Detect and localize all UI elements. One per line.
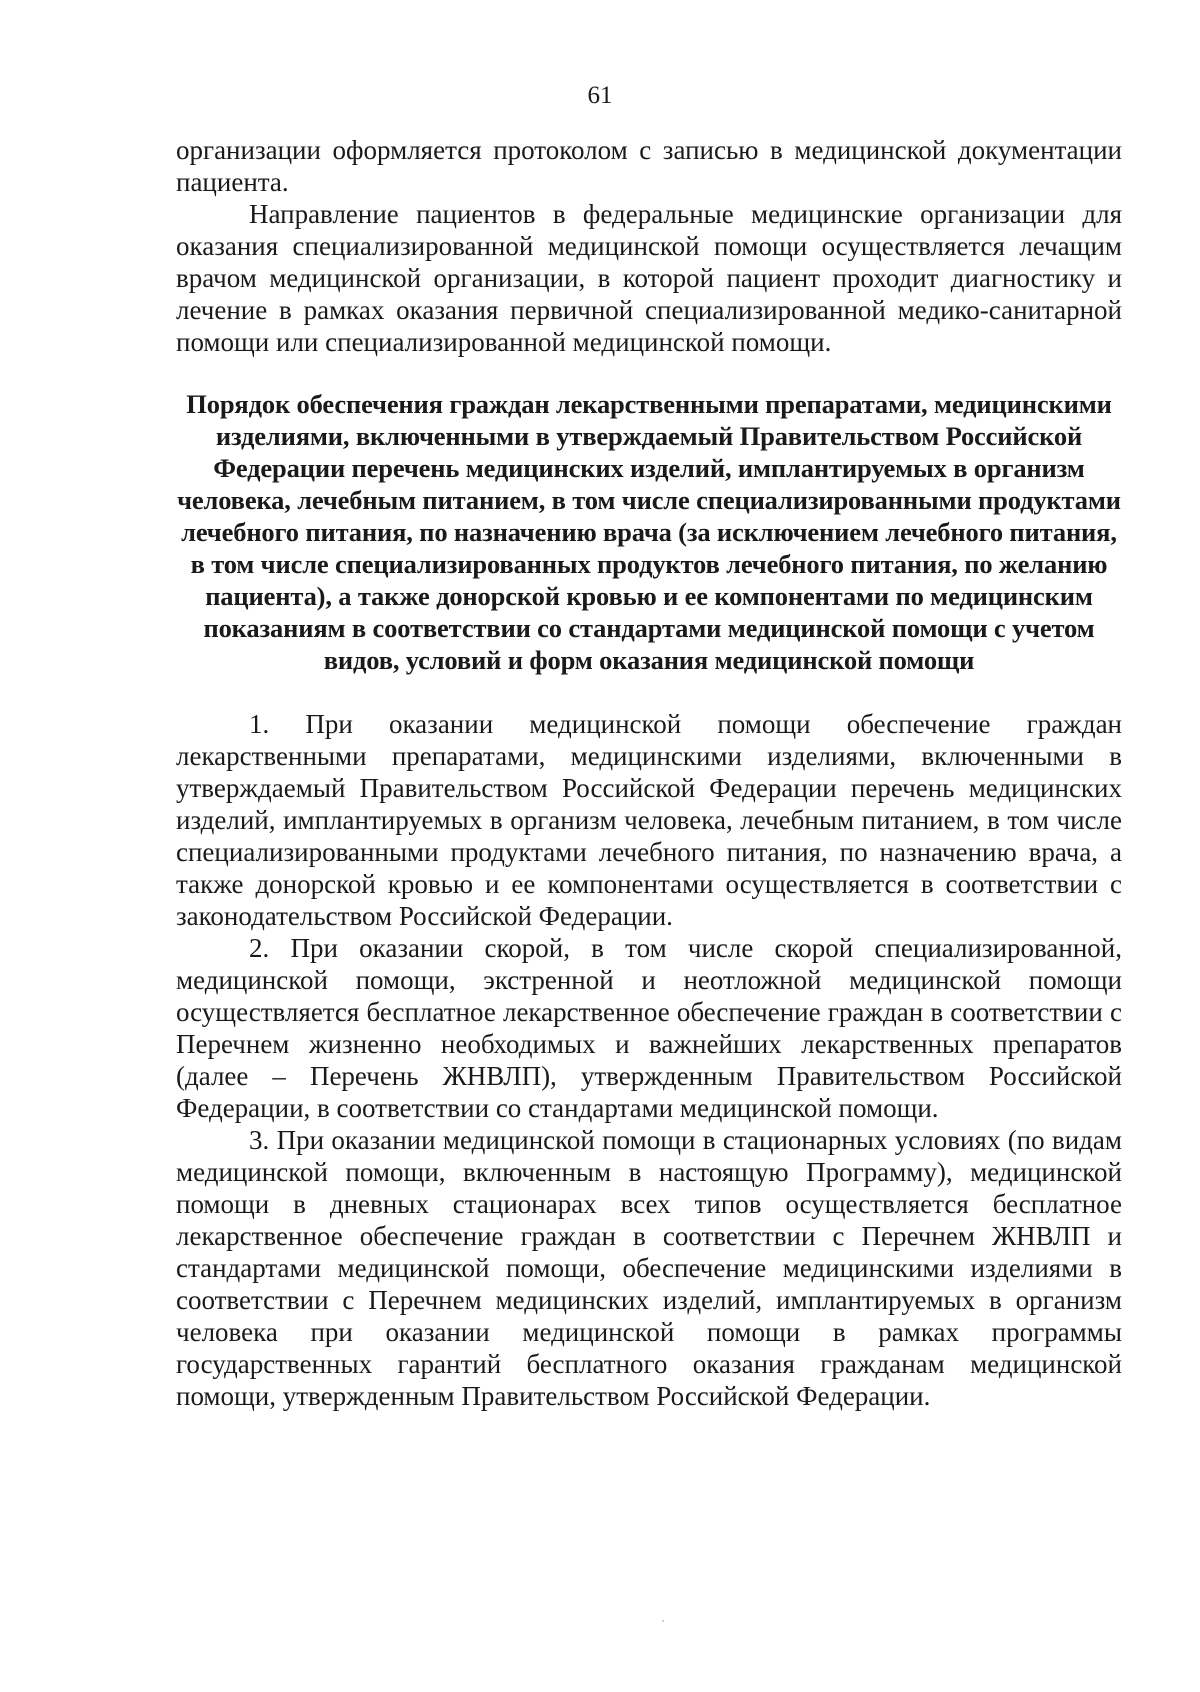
scan-speck (662, 1620, 664, 1622)
page-content (176, 134, 1122, 1412)
section-item-1: 1. При оказании медицинской помощи обеспечение граждан лекарственными препаратами, медицинскими изделиями, включенными в утверждаемый Правительством Российской Федерации перечень медицинских изделий, имплантируемых в организм человека, лечебным питанием, в том числе специализированными продуктами лечебного питания, по назначению врача, а также донорской кровью и ее компонентами осуществляется в соответствии с законодательством Российской Федерации. (176, 709, 1122, 931)
page-number: 61 (587, 82, 613, 109)
continuation-paragraph: организации оформляется протоколом с записью в медицинской документации пациента. (176, 135, 1122, 197)
section-title: Порядок обеспечения граждан лекарственными препаратами, медицинскими изделиями, включенными в утверждаемый Правительством Российской Федерации перечень медицинских изделий, имплантируемых в организм человека, лечебным питанием, в том числе специализированными продуктами лечебного питания, по назначению врача (за исключением лечебного питания, в том числе специализированных продуктов лечебного питания, по желанию пациента), а также донорской кровью и ее компонентами по медицинским показаниям в соответствии со стандартами медицинской помощи с учетом видов, условий и форм оказания медицинской помощи (177, 389, 1121, 675)
section-item-3: 3. При оказании медицинской помощи в стационарных условиях (по видам медицинской помощи, включенным в настоящую Программу), медицинской помощи в дневных стационарах всех типов осуществляется бесплатное лекарственное обеспечение граждан в соответствии с Перечнем ЖНВЛП и стандартами медицинской помощи, обеспечение медицинскими изделиями в соответствии с Перечнем медицинских изделий, имплантируемых в организм человека при оказании медицинской помощи в рамках программы государственных гарантий бесплатного оказания гражданам медицинской помощи, утвержденным Правительством Российской Федерации. (176, 1125, 1122, 1411)
referral-paragraph: Направление пациентов в федеральные медицинские организации для оказания специализированной медицинской помощи осуществляется лечащим врачом медицинской организации, в которой пациент проходит диагностику и лечение в рамках оказания первичной специализированной медико-санитарной помощи или специализированной медицинской помощи. (176, 199, 1122, 357)
section-item-2: 2. При оказании скорой, в том числе скорой специализированной, медицинской помощи, экстренной и неотложной медицинской помощи осуществляется бесплатное лекарственное обеспечение граждан в соответствии с Перечнем жизненно необходимых и важнейших лекарственных препаратов (далее – Перечень ЖНВЛП), утвержденным Правительством Российской Федерации, в соответствии со стандартами медицинской помощи. (176, 933, 1122, 1123)
